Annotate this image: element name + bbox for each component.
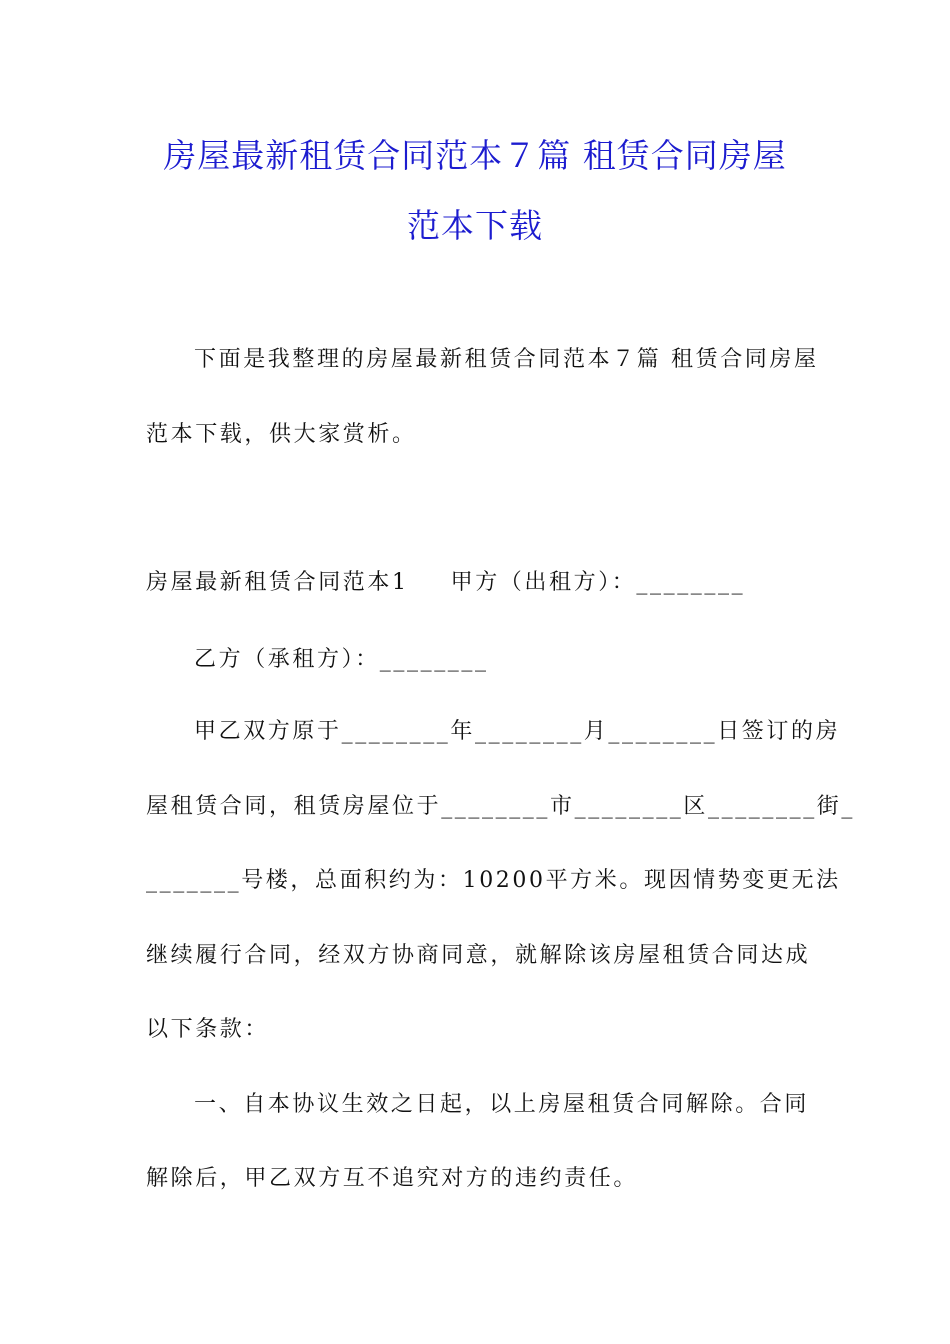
party-b-field: 乙方（承租方）：________ xyxy=(194,647,489,672)
paragraph-1-line-3: _______号楼，总面积约为：10200平方米。现因情势变更无法 xyxy=(146,868,841,893)
paragraph-1-line-1: 甲乙双方原于________年________月________日签订的房 xyxy=(194,719,841,744)
paragraph-1-line-5: 以下条款： xyxy=(146,1017,270,1042)
paragraph-1-line-2: 屋租赁合同，租赁房屋位于________市________区________街_ xyxy=(146,794,856,819)
intro-line-1: 下面是我整理的房屋最新租赁合同范本７篇 租赁合同房屋 xyxy=(194,347,819,372)
section-heading-row xyxy=(146,568,745,598)
document-title-line-1: 房屋最新租赁合同范本７篇 租赁合同房屋 xyxy=(163,136,787,175)
intro-line-2: 范本下载，供大家赏析。 xyxy=(146,422,417,447)
paragraph-2-line-2: 解除后，甲乙双方互不追究对方的违约责任。 xyxy=(146,1166,639,1191)
section-title: 房屋最新租赁合同范本1 xyxy=(146,570,409,595)
paragraph-1-line-4: 继续履行合同，经双方协商同意，就解除该房屋租赁合同达成 xyxy=(146,943,811,968)
party-a-field: 甲方（出租方）：________ xyxy=(450,570,746,595)
paragraph-2-line-1: 一、自本协议生效之日起，以上房屋租赁合同解除。合同 xyxy=(194,1092,810,1117)
document-title-line-2: 范本下载 xyxy=(407,206,543,245)
